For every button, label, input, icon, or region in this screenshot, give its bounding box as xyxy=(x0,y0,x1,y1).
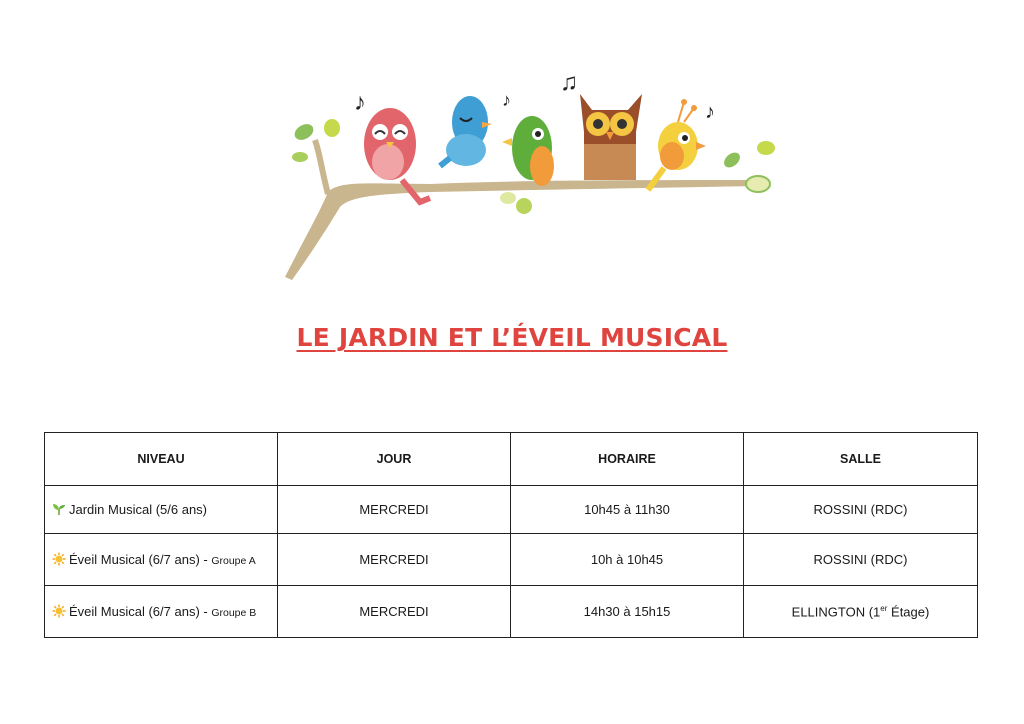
cell-salle: ROSSINI (RDC) xyxy=(744,534,978,586)
table-row xyxy=(45,486,978,534)
group-separator: - xyxy=(199,552,212,567)
table-row xyxy=(45,534,978,586)
sun-icon xyxy=(52,604,66,618)
cell-salle xyxy=(744,586,978,638)
leaf xyxy=(721,150,743,171)
music-note-icon: ♪ xyxy=(705,101,715,123)
niveau-label: Éveil Musical (6/7 ans) xyxy=(69,604,200,619)
blue-bird xyxy=(440,96,492,166)
header-jour: JOUR xyxy=(278,433,511,486)
group-separator: - xyxy=(199,604,212,619)
leaf xyxy=(516,198,532,214)
leaf xyxy=(500,192,516,204)
header-niveau: NIVEAU xyxy=(45,433,278,486)
owl xyxy=(580,94,642,180)
music-note-icon: ♪ xyxy=(354,89,366,116)
cell-niveau xyxy=(45,534,278,586)
salle-ordinal: er xyxy=(880,603,888,613)
branch xyxy=(285,180,760,280)
green-bird xyxy=(502,116,554,186)
cell-horaire: 10h à 10h45 xyxy=(511,534,744,586)
music-note-icon: ♫ xyxy=(560,69,578,96)
cell-jour: MERCREDI xyxy=(278,486,511,534)
cell-niveau xyxy=(45,586,278,638)
cell-jour: MERCREDI xyxy=(278,534,511,586)
cell-horaire: 10h45 à 11h30 xyxy=(511,486,744,534)
seedling-icon xyxy=(52,502,66,516)
group-label: Groupe A xyxy=(211,555,256,567)
cell-niveau xyxy=(45,486,278,534)
header-salle: SALLE xyxy=(744,433,978,486)
table-row xyxy=(45,586,978,638)
twig xyxy=(315,140,328,194)
sun-icon xyxy=(52,552,66,566)
leaf xyxy=(292,152,308,162)
cell-jour: MERCREDI xyxy=(278,586,511,638)
birds-on-branch-illustration xyxy=(280,62,780,282)
leaf xyxy=(746,176,770,192)
schedule-table xyxy=(44,432,978,638)
cell-salle: ROSSINI (RDC) xyxy=(744,486,978,534)
niveau-label: Jardin Musical (5/6 ans) xyxy=(69,502,207,517)
header-horaire: HORAIRE xyxy=(511,433,744,486)
page-title: LE JARDIN ET L’ÉVEIL MUSICAL xyxy=(296,323,728,352)
leaf xyxy=(757,141,775,155)
leaf xyxy=(324,119,340,137)
salle-suffix: Étage) xyxy=(887,604,930,620)
leaf xyxy=(292,121,316,143)
niveau-label: Éveil Musical (6/7 ans) xyxy=(69,552,200,567)
salle-label: ELLINGTON (1 xyxy=(791,604,881,620)
music-note-icon: ♪ xyxy=(502,90,511,110)
cell-horaire: 14h30 à 15h15 xyxy=(511,586,744,638)
group-label: Groupe B xyxy=(211,607,257,619)
table-header-row xyxy=(45,433,978,486)
yellow-bird xyxy=(648,99,706,190)
